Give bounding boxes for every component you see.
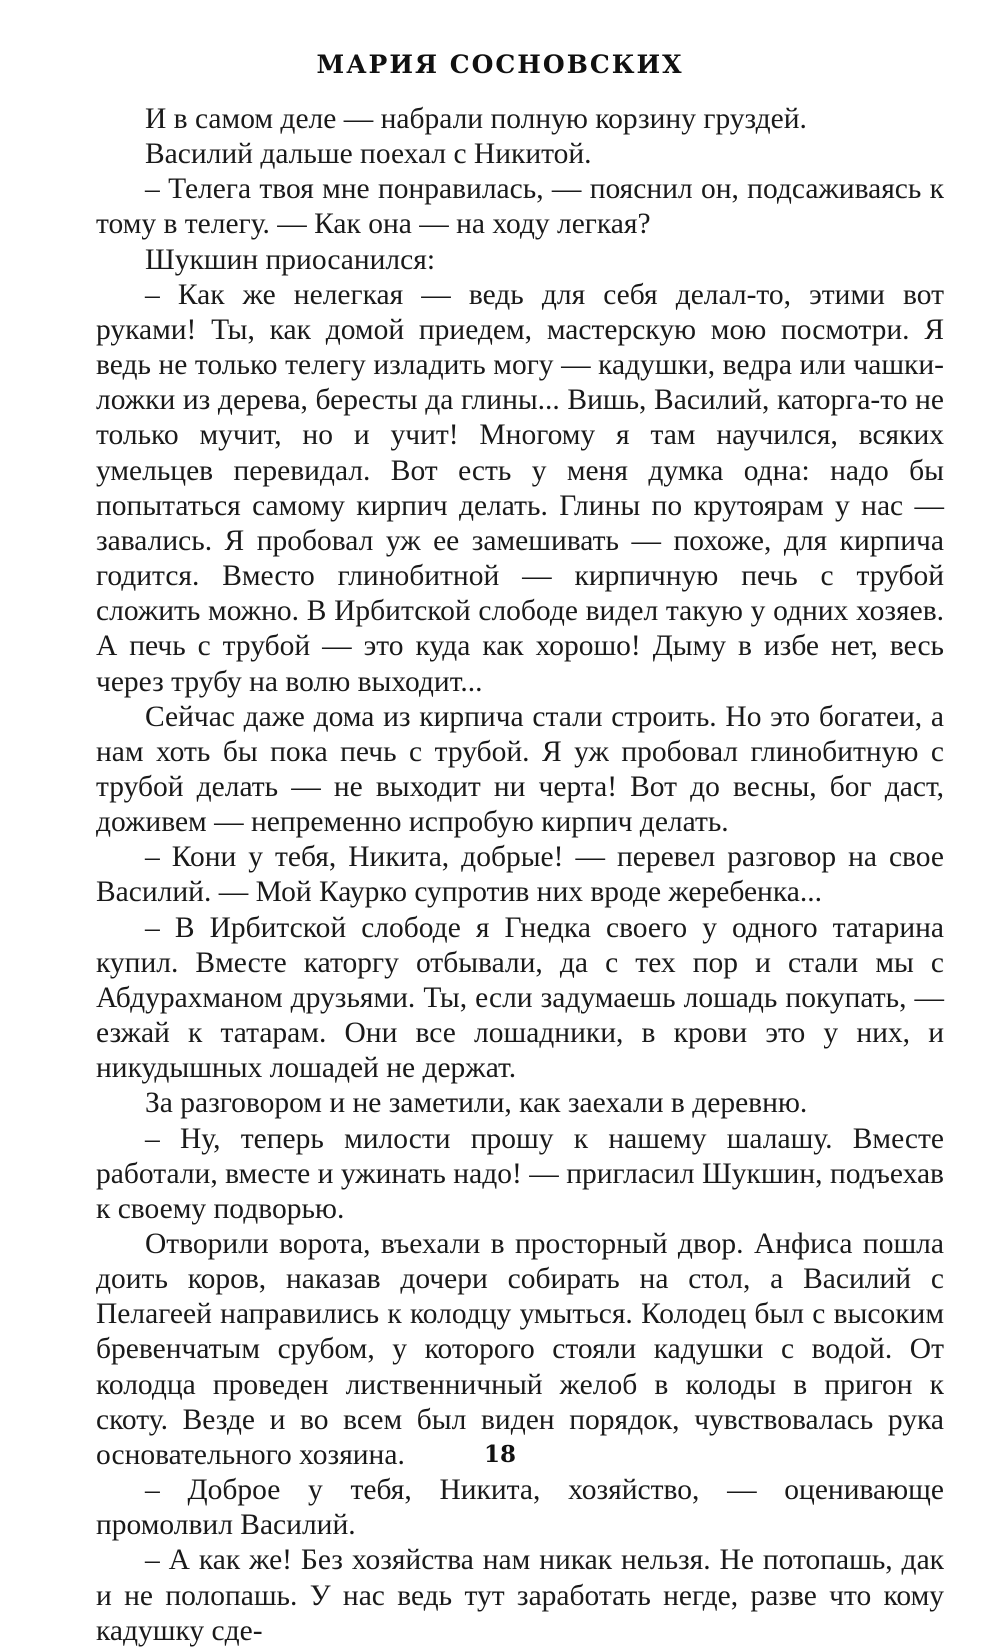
paragraph: – В Ирбитской слободе я Гнедка своего у одного татарина купил. Вместе каторгу отбывали, да с тех пор и стали мы с Абдурахманом друзьями. Ты, если задумаешь лошадь покупать, — езжай к татарам. Они все лошадники, в крови это у них, и никудышных лошадей не держат. bbox=[96, 911, 944, 1085]
paragraph: – Как же нелегкая — ведь для себя делал-то, этими вот руками! Ты, как домой приедем, мастерскую мою посмотри. Я ведь не только телегу изладить могу — кадушки, ведра или чашки-ложки из дерева, бересты да глины... Вишь, Василий, каторга-то не только мучит, но и учит! Многому я там научился, всяких умельцев перевидал. Вот есть у меня думка одна: надо бы попытаться самому кирпич делать. Глины по крутоярам у нас — завались. Я пробовал уж ее замешивать — похоже, для кирпича годится. Вместо глинобитной — кирпичную печь с трубой сложить можно. В Ирбитской слободе видел такую у одних хозяев. А печь с трубой — это куда как хорошо! Дыму в избе нет, весь через трубу на волю выходит... bbox=[96, 278, 944, 698]
paragraph: Василий дальше поехал с Никитой. bbox=[145, 138, 592, 171]
paragraph: – А как же! Без хозяйства нам никак нельзя. Не потопашь, дак и не полопашь. У нас ведь тут заработать негде, разве что кому кадушку сде- bbox=[96, 1544, 944, 1647]
paragraph: За разговором и не заметили, как заехали в деревню. bbox=[145, 1087, 808, 1120]
paragraph: Шукшин приосанился: bbox=[145, 243, 436, 276]
paragraph: – Ну, теперь милости прошу к нашему шалашу. Вместе работали, вместе и ужинать надо! — пригласил Шукшин, подъехав к своему подворью. bbox=[96, 1122, 944, 1225]
paragraph: – Кони у тебя, Никита, добрые! — перевел разговор на свое Василий. — Мой Каурко супротив них вроде жеребенка... bbox=[96, 841, 944, 909]
paragraph: И в самом деле — набрали полную корзину груздей. bbox=[145, 103, 807, 135]
paragraph: – Телега твоя мне понравилась, — пояснил он, подсаживаясь к тому в телегу. — Как она — на ходу легкая? bbox=[96, 173, 944, 241]
running-header-author: МАРИЯ СОСНОВСКИХ bbox=[316, 50, 684, 79]
paragraph: – Доброе у тебя, Никита, хозяйство, — оценивающе промолвил Василий. bbox=[96, 1474, 944, 1542]
body-text bbox=[96, 102, 944, 1649]
page-number: 18 bbox=[483, 1441, 516, 1468]
paragraph: Отворили ворота, въехали в просторный двор. Анфиса пошла доить коров, наказав дочери собирать на стол, а Василий с Пелагеей направились к колодцу умыться. Колодец был с высоким бревенчатым срубом, у которого стояли кадушки с водой. От колодца проведен лиственничный желоб в колоды в пригон к скоту. Везде и во всем был виден порядок, чувствовалась рука основательного хозяина. bbox=[96, 1228, 944, 1471]
paragraph: Сейчас даже дома из кирпича стали строить. Но это богатеи, а нам хоть бы пока печь с трубой. Я уж пробовал глинобитную с трубой делать — не выходит ни черта! Вот до весны, бог даст, доживем — непременно испробую кирпич делать. bbox=[96, 700, 944, 839]
